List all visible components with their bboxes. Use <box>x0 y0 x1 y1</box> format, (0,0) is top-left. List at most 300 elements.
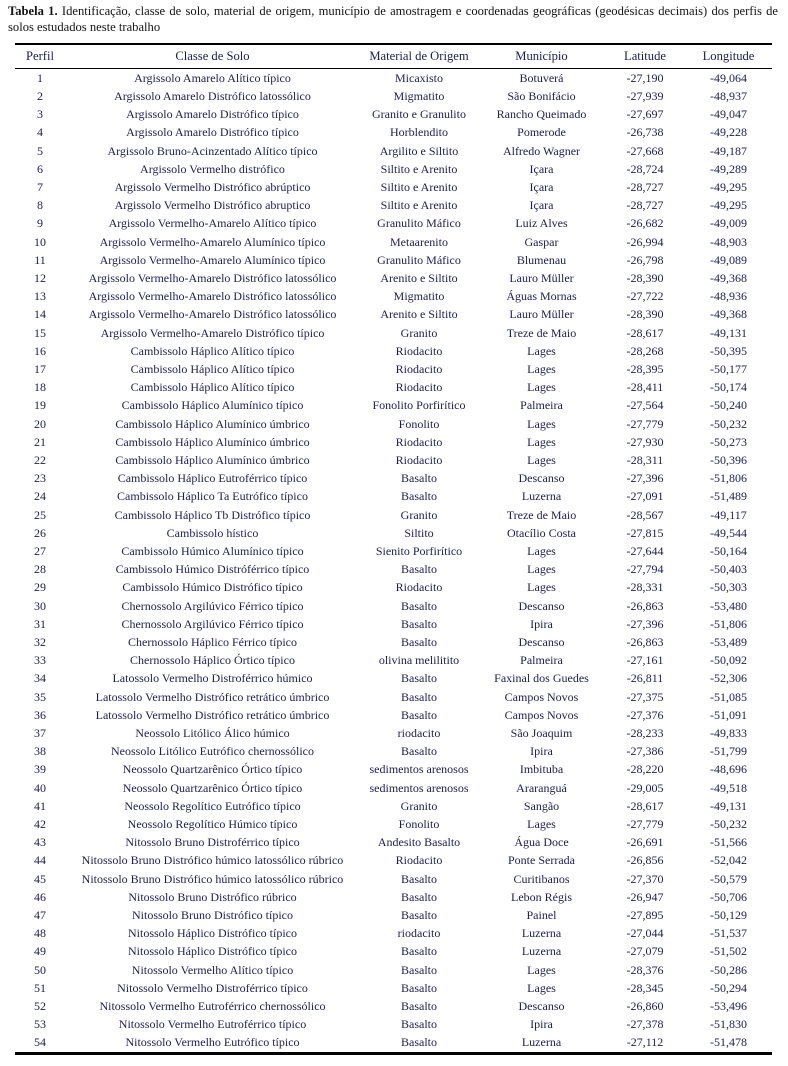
cell-longitude: -49,518 <box>710 780 747 795</box>
cell-perfil: 49 <box>34 944 46 959</box>
cell-latitude: -26,811 <box>626 671 664 686</box>
cell-municipio: Campos Novos <box>504 689 579 704</box>
table-row <box>15 797 772 815</box>
cell-classe-de-solo: Latossolo Vermelho Distrófico retrático úmbrico <box>95 707 330 722</box>
cell-perfil: 18 <box>34 380 46 395</box>
cell-municipio: Descanso <box>518 471 565 486</box>
soil-profiles-table <box>15 43 772 1055</box>
cell-municipio: São Joaquim <box>510 726 573 741</box>
table-row <box>15 578 772 596</box>
cell-classe-de-solo: Argissolo Vermelho-Amarelo Alítico típico <box>108 216 317 231</box>
cell-longitude: -52,306 <box>710 671 747 686</box>
cell-municipio: Otacílio Costa <box>507 525 576 540</box>
cell-classe-de-solo: Neossolo Litólico Álico húmico <box>135 726 290 741</box>
cell-classe-de-solo: Cambissolo Háplico Alumínico úmbrico <box>115 452 310 467</box>
cell-classe-de-solo: Argissolo Amarelo Distrófico típico <box>126 107 299 122</box>
cell-classe-de-solo: Latossolo Vermelho Distrófico retrático úmbrico <box>95 689 330 704</box>
cell-longitude: -53,496 <box>710 999 747 1014</box>
cell-latitude: -27,644 <box>626 544 664 558</box>
table-row <box>15 433 772 451</box>
cell-material-de-origem: Argilito e Siltito <box>379 143 459 158</box>
cell-longitude: -50,706 <box>710 889 747 904</box>
cell-municipio: Sangão <box>523 798 560 813</box>
cell-longitude: -49,833 <box>710 726 747 741</box>
table-row <box>15 415 772 433</box>
cell-classe-de-solo: Neossolo Litólico Eutrófico chernossólico <box>111 744 314 759</box>
cell-material-de-origem: Basalto <box>401 689 437 704</box>
cell-municipio: Palmeira <box>520 398 563 413</box>
cell-municipio: Lages <box>527 380 556 395</box>
cell-latitude: -26,994 <box>626 234 664 249</box>
cell-classe-de-solo: Argissolo Amarelo Alítico típico <box>134 70 291 85</box>
table-body <box>15 68 772 1053</box>
cell-material-de-origem: Basalto <box>401 744 437 759</box>
cell-municipio: Lages <box>527 580 556 595</box>
table-row <box>15 142 772 160</box>
cell-latitude: -26,691 <box>626 835 664 850</box>
cell-municipio: Içara <box>529 179 554 194</box>
column-header-material-de-origem: Material de Origem <box>360 44 478 69</box>
cell-perfil: 36 <box>34 707 46 722</box>
cell-perfil: 12 <box>34 270 46 285</box>
cell-material-de-origem: Riodacito <box>395 452 443 467</box>
cell-perfil: 37 <box>34 726 46 741</box>
cell-material-de-origem: Granulito Máfico <box>377 216 461 231</box>
cell-municipio: Botuverá <box>519 70 564 85</box>
cell-longitude: -50,395 <box>710 343 747 358</box>
cell-classe-de-solo: Cambissolo Háplico Alumínico típico <box>121 398 304 413</box>
table-row <box>15 178 772 196</box>
cell-classe-de-solo: Latossolo Vermelho Distroférrico húmico <box>112 671 313 686</box>
cell-latitude: -27,939 <box>626 88 664 103</box>
table-row <box>15 760 772 778</box>
cell-classe-de-solo: Nitossolo Vermelho Eutrófico típico <box>125 1035 300 1050</box>
column-header-municipio: Município <box>478 44 605 69</box>
cell-perfil: 41 <box>34 798 46 813</box>
cell-longitude: -49,289 <box>710 161 747 176</box>
table-row <box>15 979 772 997</box>
cell-latitude: -26,738 <box>626 125 664 140</box>
cell-latitude: -26,856 <box>626 853 664 868</box>
cell-longitude: -50,174 <box>710 380 747 395</box>
cell-material-de-origem: riodacito <box>397 726 441 741</box>
cell-material-de-origem: Riodacito <box>395 361 443 376</box>
table-row <box>15 123 772 141</box>
table-row <box>15 269 772 287</box>
cell-material-de-origem: Siltito e Arenito <box>380 179 458 194</box>
cell-longitude: -49,117 <box>710 507 747 522</box>
cell-classe-de-solo: Cambissolo Húmico Distrófico típico <box>122 580 303 595</box>
cell-perfil: 16 <box>34 343 46 358</box>
cell-material-de-origem: Siltito e Arenito <box>380 161 458 176</box>
cell-material-de-origem: Basalto <box>401 616 437 631</box>
cell-perfil: 20 <box>34 416 46 431</box>
cell-municipio: Lauro Müller <box>509 307 574 322</box>
table-header-row <box>15 44 772 69</box>
table-row <box>15 888 772 906</box>
cell-latitude: -28,233 <box>626 726 664 741</box>
cell-municipio: Lages <box>527 434 556 449</box>
cell-perfil: 30 <box>34 598 46 613</box>
cell-material-de-origem: Basalto <box>401 999 437 1014</box>
cell-latitude: -27,375 <box>626 689 664 704</box>
cell-longitude: -53,489 <box>710 635 747 650</box>
cell-material-de-origem: Metaarenito <box>390 234 448 249</box>
cell-material-de-origem: Granito <box>400 798 438 813</box>
cell-latitude: -28,617 <box>626 325 664 340</box>
cell-material-de-origem: Fonolito <box>398 817 440 832</box>
cell-classe-de-solo: Argissolo Vermelho distrófico <box>140 161 285 176</box>
table-row <box>15 851 772 869</box>
table-row <box>15 633 772 651</box>
cell-perfil: 25 <box>34 507 46 522</box>
cell-latitude: -27,794 <box>626 562 664 577</box>
cell-longitude: -49,368 <box>710 307 747 322</box>
cell-longitude: -50,294 <box>710 980 747 995</box>
cell-classe-de-solo: Neossolo Regolítico Eutrófico típico <box>124 798 301 813</box>
cell-perfil: 9 <box>37 216 43 231</box>
cell-classe-de-solo: Cambissolo Háplico Alumínico úmbrico <box>115 434 310 449</box>
cell-latitude: -27,668 <box>626 143 664 158</box>
table-caption <box>8 3 778 36</box>
cell-longitude: -51,478 <box>710 1035 747 1050</box>
cell-latitude: -28,220 <box>626 762 664 777</box>
cell-longitude: -50,129 <box>710 908 747 923</box>
cell-longitude: -50,232 <box>710 817 747 832</box>
cell-longitude: -49,064 <box>710 70 747 85</box>
cell-latitude: -27,722 <box>626 289 664 304</box>
cell-perfil: 47 <box>34 908 46 923</box>
cell-classe-de-solo: Nitossolo Vermelho Eutroférrico chernossólico <box>99 999 326 1014</box>
cell-municipio: Alfredo Wagner <box>502 143 581 158</box>
cell-longitude: -49,187 <box>710 143 747 158</box>
table-row <box>15 451 772 469</box>
cell-classe-de-solo: Nitossolo Bruno Distrófico húmico latossólico rúbrico <box>81 871 344 886</box>
table-row <box>15 324 772 342</box>
cell-latitude: -28,345 <box>626 980 664 995</box>
table-row <box>15 360 772 378</box>
cell-municipio: Ipira <box>530 616 553 631</box>
cell-municipio: Campos Novos <box>504 707 579 722</box>
cell-material-de-origem: Granito <box>400 507 438 522</box>
cell-municipio: Lages <box>527 980 556 995</box>
cell-longitude: -51,806 <box>710 471 747 486</box>
cell-classe-de-solo: Argissolo Vermelho-Amarelo Alumínico típico <box>99 252 326 267</box>
cell-longitude: -49,368 <box>710 270 747 285</box>
cell-perfil: 34 <box>34 671 46 686</box>
cell-classe-de-solo: Nitossolo Bruno Distrófico típico <box>132 908 293 923</box>
cell-perfil: 10 <box>34 234 46 249</box>
cell-latitude: -28,727 <box>626 179 664 194</box>
cell-perfil: 21 <box>34 434 46 449</box>
cell-municipio: Imbituba <box>519 762 564 777</box>
cell-municipio: Pomerode <box>517 125 566 140</box>
cell-latitude: -27,779 <box>626 817 664 832</box>
cell-municipio: Águas Mornas <box>506 289 577 304</box>
cell-municipio: Painel <box>526 908 557 923</box>
cell-material-de-origem: Basalto <box>401 1017 437 1032</box>
cell-perfil: 23 <box>34 471 46 486</box>
table-row <box>15 105 772 123</box>
cell-classe-de-solo: Nitossolo Bruno Distrófico húmico latossólico rúbrico <box>81 853 344 868</box>
table-row <box>15 724 772 742</box>
cell-material-de-origem: sedimentos arenosos <box>369 762 469 777</box>
cell-longitude: -51,830 <box>710 1017 747 1032</box>
cell-longitude: -49,544 <box>710 525 747 540</box>
cell-latitude: -28,390 <box>626 270 664 285</box>
cell-longitude: -51,085 <box>710 689 747 704</box>
cell-material-de-origem: Horblendito <box>390 125 448 140</box>
table-row <box>15 396 772 414</box>
table-row <box>15 815 772 833</box>
table-row <box>15 87 772 105</box>
cell-classe-de-solo: Nitossolo Háplico Distrófico típico <box>128 926 297 941</box>
cell-perfil: 54 <box>34 1035 46 1050</box>
cell-latitude: -27,779 <box>626 416 664 431</box>
cell-perfil: 43 <box>34 835 46 850</box>
table-row <box>15 688 772 706</box>
cell-latitude: -29,005 <box>626 780 664 795</box>
cell-latitude: -26,863 <box>626 598 664 613</box>
cell-longitude: -48,696 <box>710 762 747 777</box>
cell-longitude: -49,295 <box>710 179 747 194</box>
cell-perfil: 46 <box>34 889 46 904</box>
cell-material-de-origem: Basalto <box>401 1035 437 1050</box>
cell-longitude: -50,396 <box>710 452 747 467</box>
cell-latitude: -27,378 <box>626 1017 664 1032</box>
cell-latitude: -27,091 <box>626 489 664 504</box>
cell-municipio: Içara <box>529 161 554 176</box>
table-row <box>15 833 772 851</box>
cell-perfil: 33 <box>34 653 46 668</box>
cell-municipio: Ipira <box>530 744 553 759</box>
cell-municipio: Treze de Maio <box>506 507 577 522</box>
cell-latitude: -26,682 <box>626 216 664 231</box>
cell-perfil: 17 <box>34 361 46 376</box>
cell-perfil: 24 <box>34 489 46 504</box>
cell-municipio: Içara <box>529 198 554 213</box>
cell-municipio: Araranguá <box>516 780 567 795</box>
cell-classe-de-solo: Cambissolo Háplico Alítico típico <box>130 343 295 358</box>
cell-municipio: Ipira <box>530 1017 553 1032</box>
cell-classe-de-solo: Chernossolo Háplico Férrico típico <box>128 635 297 650</box>
cell-material-de-origem: Granulito Máfico <box>377 252 461 267</box>
cell-material-de-origem: Basalto <box>401 489 437 504</box>
cell-material-de-origem: Basalto <box>401 598 437 613</box>
cell-longitude: -51,502 <box>710 944 747 959</box>
cell-material-de-origem: Basalto <box>401 962 437 977</box>
cell-latitude: -26,863 <box>626 635 664 650</box>
cell-latitude: -27,079 <box>626 944 664 959</box>
cell-classe-de-solo: Argissolo Bruno-Acinzentado Alítico típico <box>107 143 318 158</box>
cell-municipio: Lebon Régis <box>511 889 572 904</box>
cell-municipio: São Bonifácio <box>507 88 576 103</box>
cell-municipio: Gaspar <box>524 234 559 249</box>
cell-longitude: -50,273 <box>710 434 747 449</box>
cell-longitude: -50,403 <box>710 562 747 577</box>
cell-perfil: 11 <box>34 252 46 267</box>
table-row <box>15 233 772 251</box>
cell-classe-de-solo: Argissolo Vermelho-Amarelo Distrófico latossólico <box>88 270 337 285</box>
cell-latitude: -28,727 <box>626 198 664 213</box>
cell-classe-de-solo: Cambissolo Háplico Alítico típico <box>130 361 295 376</box>
table-row <box>15 469 772 487</box>
cell-perfil: 14 <box>34 307 46 322</box>
table-row <box>15 251 772 269</box>
column-header-longitude: Longitude <box>685 44 772 69</box>
cell-latitude: -28,390 <box>626 307 664 322</box>
cell-classe-de-solo: Neossolo Quartzarênico Órtico típico <box>122 762 303 777</box>
cell-longitude: -49,047 <box>710 107 747 122</box>
cell-material-de-origem: sedimentos arenosos <box>369 780 469 795</box>
cell-municipio: Blumenau <box>516 252 567 267</box>
cell-latitude: -27,161 <box>626 653 664 668</box>
table-row <box>15 597 772 615</box>
cell-latitude: -27,895 <box>626 908 664 923</box>
cell-classe-de-solo: Neossolo Regolítico Húmico típico <box>127 817 298 832</box>
table-row <box>15 68 772 87</box>
cell-municipio: Treze de Maio <box>506 325 577 340</box>
cell-municipio: Ponte Serrada <box>508 853 575 868</box>
cell-perfil: 19 <box>34 398 46 413</box>
table-row <box>15 1015 772 1033</box>
cell-municipio: Lages <box>527 452 556 467</box>
cell-latitude: -28,617 <box>626 798 664 813</box>
table-row <box>15 1033 772 1053</box>
cell-latitude: -27,112 <box>626 1035 664 1050</box>
table-row <box>15 506 772 524</box>
cell-perfil: 51 <box>34 980 46 995</box>
cell-municipio: Faxinal dos Guedes <box>494 671 589 686</box>
cell-municipio: Lages <box>527 562 556 577</box>
cell-material-de-origem: Granito <box>400 325 438 340</box>
cell-latitude: -27,376 <box>626 707 664 722</box>
cell-material-de-origem: Basalto <box>401 471 437 486</box>
cell-material-de-origem: Basalto <box>401 635 437 650</box>
cell-municipio: Luzerna <box>521 944 562 959</box>
cell-municipio: Descanso <box>518 999 565 1014</box>
cell-latitude: -26,947 <box>626 889 664 904</box>
cell-material-de-origem: olivina melilitito <box>378 653 460 668</box>
table-row <box>15 961 772 979</box>
cell-classe-de-solo: Argissolo Vermelho-Amarelo Alumínico típico <box>99 234 326 249</box>
cell-municipio: Descanso <box>518 598 565 613</box>
cell-classe-de-solo: Chernossolo Argilúvico Férrico típico <box>121 616 304 631</box>
table-row <box>15 997 772 1015</box>
cell-perfil: 4 <box>37 125 43 140</box>
cell-material-de-origem: Basalto <box>401 889 437 904</box>
cell-perfil: 44 <box>34 853 46 868</box>
cell-longitude: -51,806 <box>710 616 747 631</box>
cell-latitude: -27,370 <box>626 871 664 886</box>
cell-material-de-origem: Arenito e Siltito <box>380 307 458 322</box>
cell-classe-de-solo: Cambissolo Háplico Alítico típico <box>130 380 295 395</box>
cell-municipio: Lages <box>527 817 556 832</box>
cell-perfil: 27 <box>34 544 46 558</box>
cell-material-de-origem: riodacito <box>397 926 441 941</box>
cell-classe-de-solo: Nitossolo Vermelho Alítico típico <box>131 962 294 977</box>
cell-perfil: 50 <box>34 962 46 977</box>
cell-material-de-origem: Basalto <box>401 944 437 959</box>
table-row <box>15 779 772 797</box>
table-row <box>15 651 772 669</box>
cell-longitude: -48,937 <box>710 88 747 103</box>
cell-longitude: -50,232 <box>710 416 747 431</box>
cell-latitude: -27,815 <box>626 525 664 540</box>
cell-latitude: -28,331 <box>626 580 664 595</box>
cell-perfil: 15 <box>34 325 46 340</box>
cell-perfil: 45 <box>34 871 46 886</box>
cell-latitude: -28,724 <box>626 161 664 176</box>
cell-latitude: -26,798 <box>626 252 664 267</box>
column-header-classe-de-solo: Classe de Solo <box>65 44 360 69</box>
cell-longitude: -50,092 <box>710 653 747 668</box>
cell-perfil: 38 <box>34 744 46 759</box>
cell-classe-de-solo: Chernossolo Háplico Órtico típico <box>130 653 295 668</box>
table-row <box>15 706 772 724</box>
cell-material-de-origem: Fonolito <box>398 416 440 431</box>
cell-material-de-origem: Siltito <box>404 525 434 540</box>
table-row <box>15 742 772 760</box>
table-row <box>15 615 772 633</box>
cell-longitude: -49,089 <box>710 252 747 267</box>
cell-municipio: Curitibanos <box>513 871 570 886</box>
cell-classe-de-solo: Cambissolo Húmico Distróférrico típico <box>115 562 310 577</box>
cell-municipio: Luzerna <box>521 1035 562 1050</box>
cell-material-de-origem: Fonolito Porfirítico <box>372 398 466 413</box>
cell-perfil: 32 <box>34 635 46 650</box>
cell-latitude: -28,376 <box>626 962 664 977</box>
table-row <box>15 542 772 560</box>
cell-material-de-origem: Migmatito <box>393 88 445 103</box>
cell-municipio: Luiz Alves <box>515 216 568 231</box>
cell-perfil: 42 <box>34 817 46 832</box>
cell-longitude: -50,240 <box>710 398 747 413</box>
cell-longitude: -48,936 <box>710 289 747 304</box>
cell-material-de-origem: Micaxisto <box>395 70 443 85</box>
cell-latitude: -28,395 <box>626 361 664 376</box>
cell-longitude: -49,228 <box>710 125 747 140</box>
soil-profiles-table-container <box>15 43 772 1055</box>
cell-perfil: 53 <box>34 1017 46 1032</box>
table-row <box>15 524 772 542</box>
cell-longitude: -50,177 <box>710 361 747 376</box>
cell-classe-de-solo: Argissolo Vermelho-Amarelo Distrófico típico <box>100 325 325 340</box>
cell-latitude: -27,564 <box>626 398 664 413</box>
cell-municipio: Lauro Müller <box>509 270 574 285</box>
cell-longitude: -51,566 <box>710 835 747 850</box>
cell-longitude: -50,303 <box>710 580 747 595</box>
cell-classe-de-solo: Nitossolo Vermelho Eutroférrico típico <box>118 1017 307 1032</box>
cell-longitude: -51,489 <box>710 489 747 504</box>
cell-municipio: Lages <box>527 416 556 431</box>
table-row <box>15 214 772 232</box>
cell-material-de-origem: Basalto <box>401 980 437 995</box>
cell-classe-de-solo: Nitossolo Vermelho Distroférrico típico <box>117 980 308 995</box>
cell-classe-de-solo: Argissolo Vermelho Distrófico abrúptico <box>114 179 311 194</box>
cell-municipio: Descanso <box>518 635 565 650</box>
cell-latitude: -27,396 <box>626 471 664 486</box>
table-row <box>15 870 772 888</box>
cell-perfil: 28 <box>34 562 46 577</box>
cell-classe-de-solo: Argissolo Vermelho-Amarelo Distrófico latossólico <box>88 289 337 304</box>
table-row <box>15 160 772 178</box>
cell-municipio: Lages <box>527 361 556 376</box>
cell-perfil: 39 <box>34 762 46 777</box>
cell-municipio: Lages <box>527 962 556 977</box>
cell-longitude: -53,480 <box>710 598 747 613</box>
cell-material-de-origem: Andesito Basalto <box>377 835 461 850</box>
